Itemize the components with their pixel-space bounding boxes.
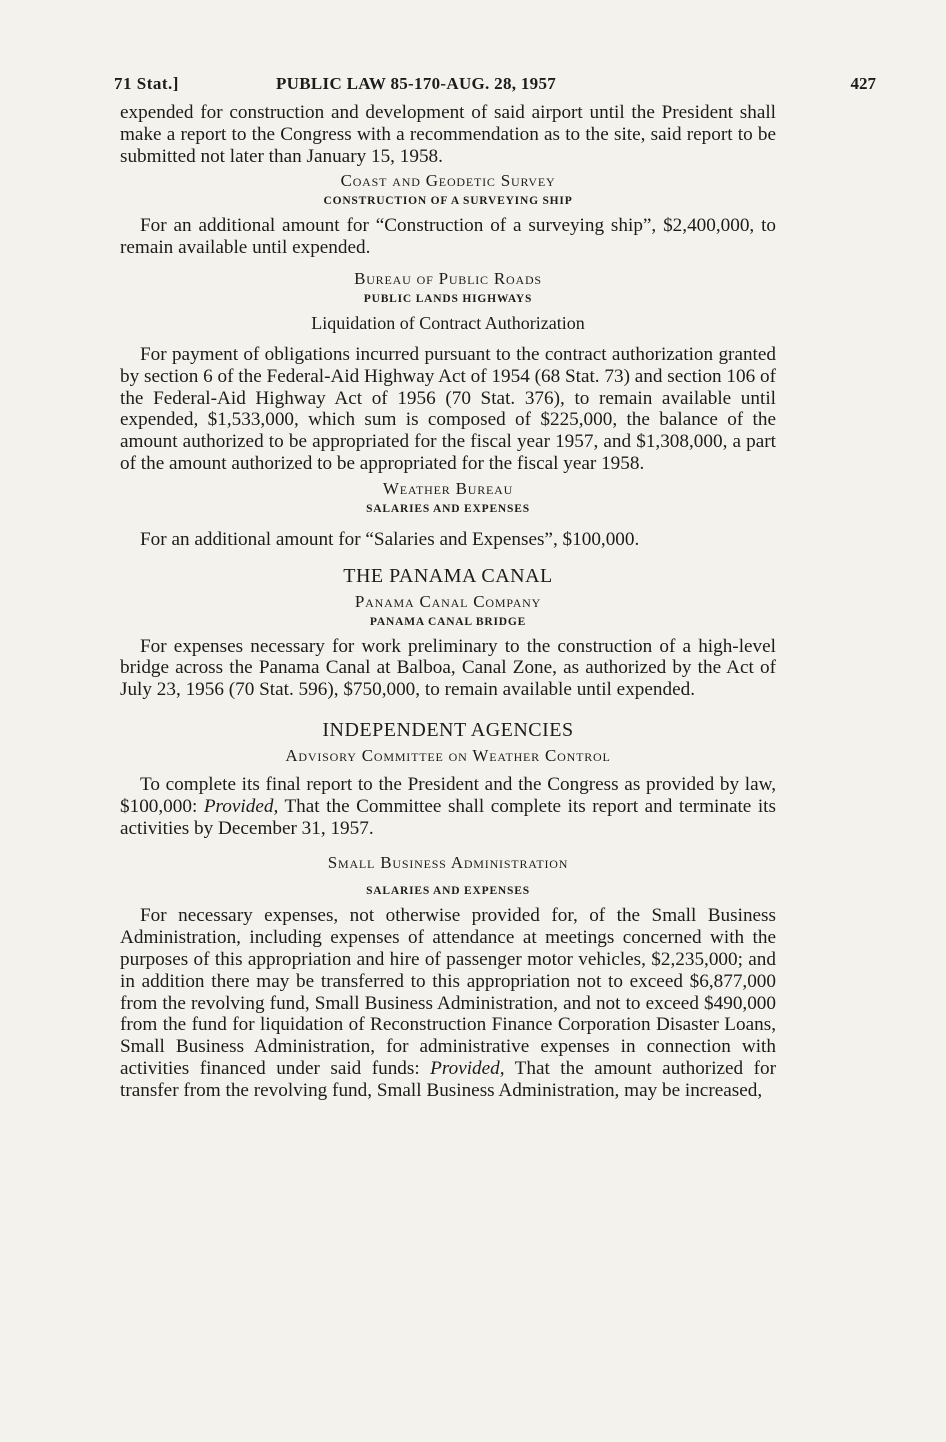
agency-small-business: Small Business Administration bbox=[327, 853, 569, 873]
agency-coast-geodetic: Coast and Geodetic Survey bbox=[340, 171, 556, 191]
proviso-weather-control: Provided, bbox=[203, 795, 279, 817]
heading-liquidation: Liquidation of Contract Authorization bbox=[311, 312, 585, 333]
subhead-surveying-ship: CONSTRUCTION OF A SURVEYING SHIP bbox=[323, 195, 573, 208]
agency-weather-bureau: Weather Bureau bbox=[382, 478, 514, 498]
law-title: PUBLIC LAW 85-170-AUG. 28, 1957 bbox=[276, 74, 557, 93]
page-header bbox=[114, 74, 876, 102]
statute-reference: 71 Stat.] bbox=[114, 74, 179, 93]
agency-panama-canal-company: Panama Canal Company bbox=[354, 591, 542, 611]
intro-paragraph: expended for construction and development of said airport until the President shall make a report to the Congress with a recommendation as to the site, said report to be submitted not later than January 15, 1958. bbox=[120, 102, 776, 167]
paragraph-panama-bridge: For expenses necessary for work preliminary to the construction of a high-level bridge across the Panama Canal at Balboa, Canal Zone, as authorized by the Act of July 23, 1956 (70 Stat. 596), $750,000, to remain available until expended. bbox=[120, 635, 776, 701]
paragraph-weather-control: To complete its final report to the President and the Congress as provided by law, $100,000: Provided, That the Committee shall complete its report and terminate its activities by December 31, 1957. bbox=[120, 773, 776, 839]
subhead-salaries-expenses-sba: SALARIES AND EXPENSES bbox=[366, 885, 530, 898]
subhead-salaries-expenses-weather: SALARIES AND EXPENSES bbox=[366, 502, 530, 515]
title-panama-canal: THE PANAMA CANAL bbox=[343, 564, 553, 587]
paragraph-surveying-ship: For an additional amount for “Construction of a surveying ship”, $2,400,000, to remain available until expended. bbox=[120, 215, 776, 259]
paragraph-sba: For necessary expenses, not otherwise provided for, of the Small Business Administration, including expenses of attendance at meetings concerned with the purposes of this appropriation and hire of passenger motor vehicles, $2,235,000; and in addition there may be transferred to this appropriation not to exceed $6,877,000 from the revolving fund, Small Business Administration, and not to exceed $490,000 from the fund for liquidation of Reconstruction Finance Corporation Disaster Loans, Small Business Administration, for administrative expenses in connection with activities financed under said funds: Provided, That the amount authorized for transfer from the revolving fund, Small Business Administration, may be increased, bbox=[120, 905, 776, 1101]
proviso-sba: Provided, bbox=[430, 1057, 505, 1079]
page-number: 427 bbox=[850, 74, 876, 93]
paragraph-weather: For an additional amount for “Salaries and Expenses”, $100,000. bbox=[140, 528, 640, 550]
subhead-public-lands-highways: PUBLIC LANDS HIGHWAYS bbox=[363, 292, 533, 305]
agency-public-roads: Bureau of Public Roads bbox=[354, 268, 542, 288]
document-page bbox=[114, 74, 876, 1102]
subhead-panama-canal-bridge: PANAMA CANAL BRIDGE bbox=[369, 615, 527, 628]
agency-weather-control: Advisory Committee on Weather Control bbox=[285, 745, 611, 765]
paragraph-liquidation: For payment of obligations incurred pursuant to the contract authorization granted by section 6 of the Federal-Aid Highway Act of 1954 (68 Stat. 73) and section 106 of the Federal-Aid Highway Act of 1956 (70 Stat. 376), to remain available until expended, $1,533,000, which sum is composed of $225,000, the balance of the amount authorized to be appropriated for the fiscal year 1957, and $1,308,000, a part of the amount authorized to be appropriated for the fiscal year 1958. bbox=[120, 343, 776, 474]
title-independent-agencies: INDEPENDENT AGENCIES bbox=[322, 718, 574, 741]
